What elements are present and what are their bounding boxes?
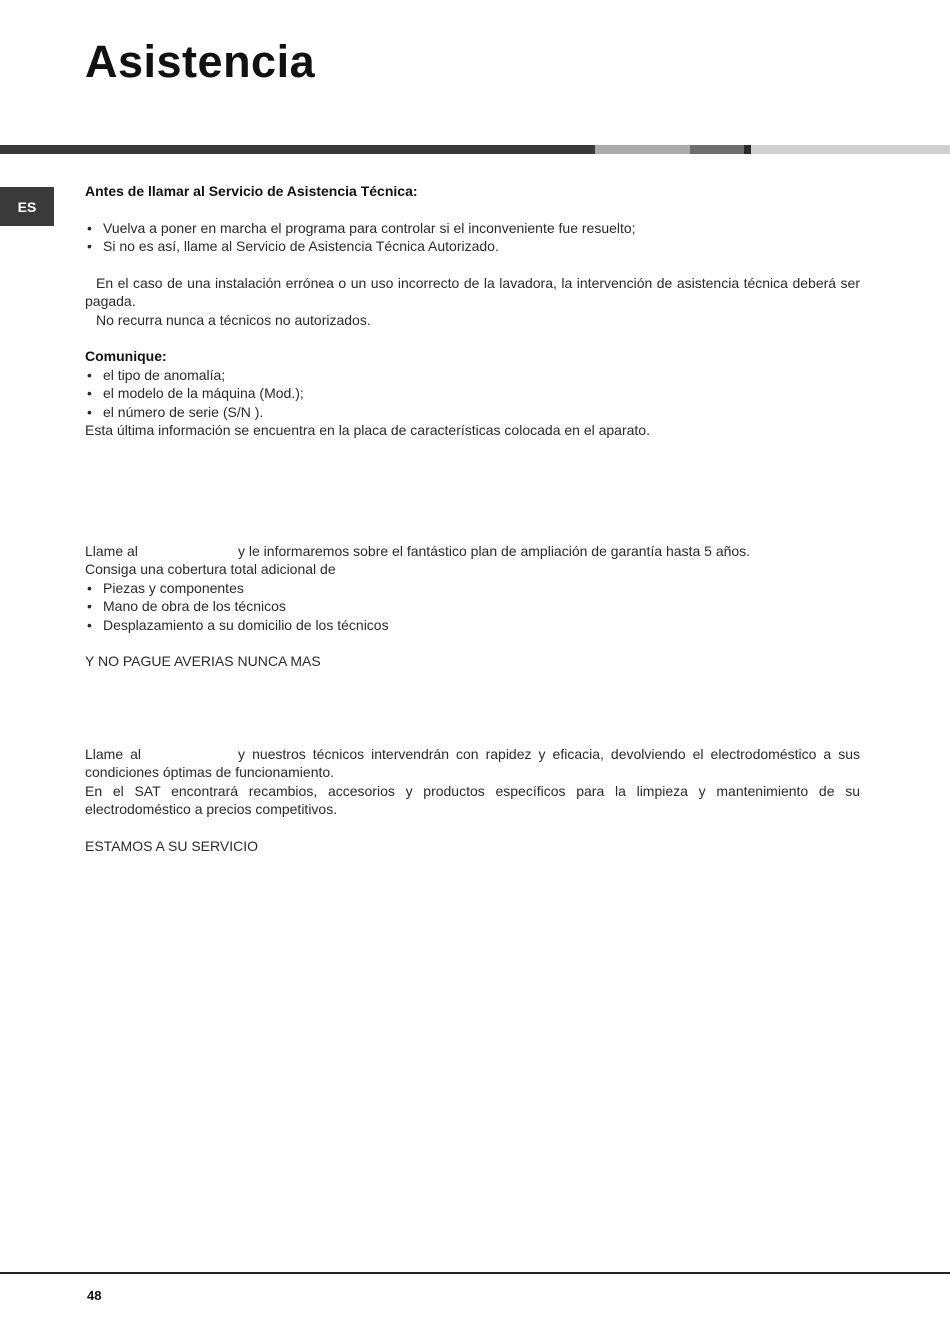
communicate-heading: Comunique: <box>85 348 167 364</box>
list-item: • el modelo de la máquina (Mod.); <box>85 384 860 403</box>
language-tab: ES <box>0 187 54 226</box>
list-item: • Desplazamiento a su domicilio de los técnicos <box>85 616 860 635</box>
list-item: • el tipo de anomalía; <box>85 366 860 385</box>
sat-paragraph: En el SAT encontrará recambios, accesorios y productos específicos para la limpieza y mantenimiento de su electrodoméstico a precios competitivos. <box>85 782 860 817</box>
header-bar-darkgrey-segment <box>690 145 744 154</box>
service-call-lead: Llame al <box>85 745 142 762</box>
header-bar-grey-segment <box>595 145 690 154</box>
list-item: • Mano de obra de los técnicos <box>85 597 860 616</box>
warranty-call-text: y le informaremos sobre el fantástico plan de ampliación de garantía hasta 5 años. <box>238 542 751 559</box>
rating-plate-note: Esta última información se encuentra en la placa de características colocada en el aparato. <box>85 422 650 438</box>
header-bar-light-segment <box>751 145 950 154</box>
page-title: Asistencia <box>85 36 316 87</box>
service-call-paragraph <box>85 745 860 782</box>
footer-divider <box>0 1272 950 1274</box>
list-item: • Piezas y componentes <box>85 579 860 598</box>
service-closing: ESTAMOS A SU SERVICIO <box>85 837 258 854</box>
list-item: • Vuelva a poner en marcha el programa para controlar si el inconveniente fue resuelto; <box>85 219 860 238</box>
service-call-text: y nuestros técnicos intervendrán con rapidez y eficacia, devolviendo el electrodoméstico a sus condiciones óptimas de funcionamiento. <box>85 745 860 780</box>
page-number: 48 <box>87 1288 102 1303</box>
header-bar-dark-segment <box>0 145 595 154</box>
warranty-closing: Y NO PAGUE AVERIAS NUNCA MAS <box>85 653 321 669</box>
list-item: • Si no es así, llame al Servicio de Asistencia Técnica Autorizado. <box>85 237 860 256</box>
warranty-call-line <box>85 542 860 561</box>
paid-service-paragraph: En el caso de una instalación errónea o un uso incorrecto de la lavadora, la intervención de asistencia técnica deberá ser pagada. <box>85 274 860 309</box>
coverage-intro: Consiga una cobertura total adicional de <box>85 561 336 577</box>
list-item: • el número de serie (S/N ). <box>85 403 860 422</box>
before-call-heading: Antes de llamar al Servicio de Asistencia Técnica: <box>85 183 418 199</box>
header-bar-black-segment <box>744 145 751 154</box>
unauthorized-technicians-paragraph: No recurra nunca a técnicos no autorizados. <box>96 311 371 328</box>
warranty-call-lead: Llame al <box>85 542 138 559</box>
page-content <box>85 182 860 855</box>
